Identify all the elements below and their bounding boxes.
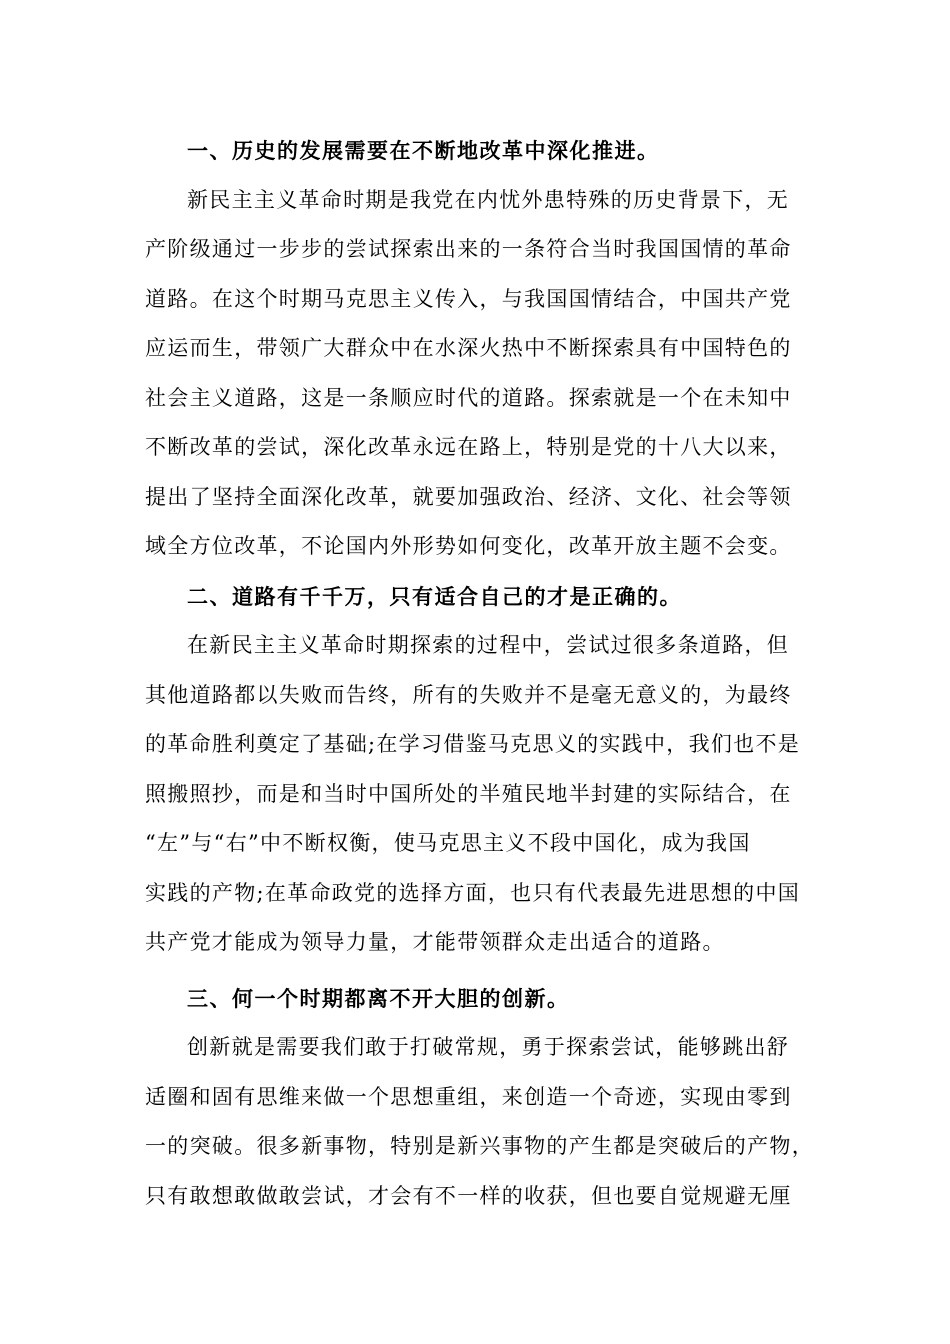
paragraph-line: 新民主主义革命时期是我党在内忧外患特殊的历史背景下，无 (187, 187, 790, 212)
section-heading-1: 一、历史的发展需要在不断地改革中深化推进。 (187, 138, 660, 163)
paragraph-line: 适圈和固有思维来做一个思想重组，来创造一个奇迹，实现由零到 (145, 1084, 792, 1109)
paragraph-line: 创新就是需要我们敢于打破常规，勇于探索尝试，能够跳出舒 (187, 1035, 790, 1059)
paragraph-line: 社会主义道路，这是一条顺应时代的道路。探索就是一个在未知中 (145, 385, 792, 410)
paragraph-line: 域全方位改革，不论国内外形势如何变化，改革开放主题不会变。 (145, 534, 792, 558)
paragraph-line: 实践的产物;在革命政党的选择方面，也只有代表最先进思想的中国 (145, 880, 801, 905)
paragraph-line: “左”与“右”中不断权衡，使马克思主义不段中国化，成为我国 (145, 831, 751, 855)
paragraph-line: 道路。在这个时期马克思主义传入，与我国国情结合，中国共产党 (145, 286, 792, 311)
section-heading-3: 三、何一个时期都离不开大胆的创新。 (187, 985, 570, 1011)
paragraph-line: 一的突破。很多新事物，特别是新兴事物的产生都是突破后的产物， (145, 1134, 814, 1158)
paragraph-line: 提出了坚持全面深化改革，就要加强政治、经济、文化、社会等领 (145, 484, 792, 509)
section-heading-2: 二、道路有千千万，只有适合自己的才是正确的。 (187, 583, 682, 609)
paragraph-line: 应运而生，带领广大群众中在水深火热中不断探索具有中国特色的 (145, 336, 792, 360)
paragraph-line: 的革命胜利奠定了基础;在学习借鉴马克思义的实践中，我们也不是 (145, 732, 801, 756)
paragraph-line: 不断改革的尝试，深化改革永远在路上，特别是党的十八大以来， (145, 435, 792, 459)
paragraph-line: 在新民主主义革命时期探索的过程中，尝试过很多条道路，但 (187, 633, 790, 657)
document-body (145, 126, 814, 1221)
paragraph-line: 照搬照抄，而是和当时中国所处的半殖民地半封建的实际结合，在 (145, 781, 792, 806)
paragraph-line: 共产党才能成为领导力量，才能带领群众走出适合的道路。 (145, 930, 725, 954)
paragraph-line: 产阶级通过一步步的尝试探索出来的一条符合当时我国国情的革命 (145, 237, 792, 261)
paragraph-line: 只有敢想敢做敢尝试，才会有不一样的收获，但也要自觉规避无厘 (145, 1183, 792, 1208)
paragraph-line: 其他道路都以失败而告终，所有的失败并不是毫无意义的，为最终 (145, 682, 792, 707)
